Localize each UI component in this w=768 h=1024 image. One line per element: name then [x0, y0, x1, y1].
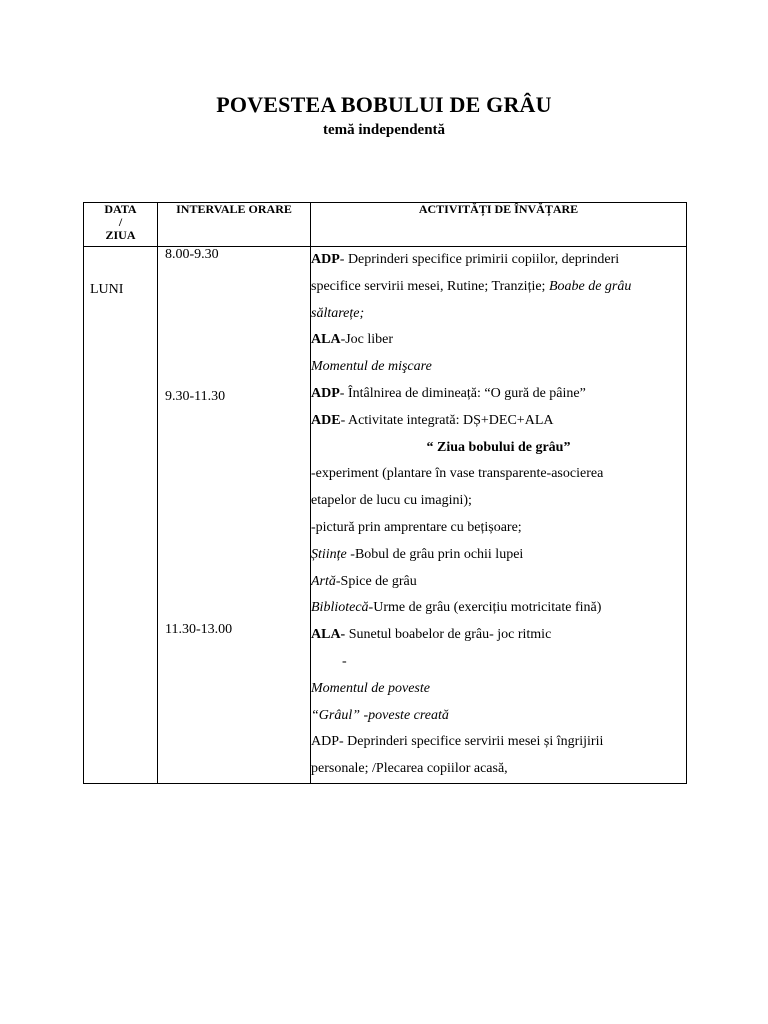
- header-ziua-label: ZIUA: [105, 228, 136, 242]
- activity-line: ADP- Deprinderi specifice primirii copiilor, deprinderi: [311, 252, 620, 267]
- activity-line: ALA- Sunetul boabelor de grâu- joc ritmic: [311, 627, 552, 643]
- activity-line: -: [342, 653, 347, 669]
- schedule-table: [83, 202, 687, 784]
- header-intervale-orare: INTERVALE ORARE: [158, 203, 311, 247]
- activities-cell: [311, 247, 687, 784]
- time-slot-3: 11.30-13.00: [165, 622, 233, 637]
- activity-line: -experiment (plantare în vase transparente-asocierea: [311, 466, 604, 482]
- day-label: LUNI: [90, 282, 124, 297]
- activity-line: Bibliotecă-Urme de grâu (exercițiu motricitate fină): [311, 600, 602, 616]
- activity-line: săltarețe;: [311, 305, 365, 321]
- activity-line: specifice servirii mesei, Rutine; Tranziție; Boabe de grâu: [311, 278, 632, 294]
- activity-theme-title: “ Ziua bobului de grâu”: [426, 439, 571, 455]
- activity-line: personale; /Plecarea copiilor acasă,: [311, 761, 508, 777]
- header-activitati: ACTIVITĂȚI DE ÎNVĂȚARE: [311, 203, 687, 247]
- activity-line: ADP- Întâlnirea de dimineață: “O gură de pâine”: [311, 385, 586, 401]
- header-data-label: DATA: [104, 202, 137, 216]
- times-cell: [158, 247, 311, 784]
- header-slash-label: /: [118, 215, 123, 229]
- activity-line: -pictură prin amprentare cu bețișoare;: [311, 519, 522, 535]
- page-title: POVESTEA BOBULUI DE GRÂU: [216, 92, 552, 117]
- time-slot-2: 9.30-11.30: [165, 389, 226, 404]
- table-row: [84, 247, 687, 784]
- activity-line: Momentul de poveste: [311, 680, 430, 696]
- day-cell: [84, 247, 158, 784]
- activity-line: ADP- Deprinderi specifice servirii mesei și îngrijirii: [311, 734, 604, 750]
- table-header-row: [84, 203, 687, 247]
- activity-line: Momentul de mişcare: [311, 359, 432, 375]
- activity-line: ADE- Activitate integrată: DȘ+DEC+ALA: [311, 412, 554, 428]
- header-data-ziua: [84, 203, 158, 247]
- activity-line: Artă-Spice de grâu: [311, 573, 417, 589]
- time-slot-1: 8.00-9.30: [165, 247, 219, 262]
- activity-line: Științe -Bobul de grâu prin ochii lupei: [311, 546, 524, 562]
- activity-line: etapelor de lucu cu imagini);: [311, 493, 472, 509]
- activity-line: ALA-Joc liber: [311, 332, 394, 348]
- page-subtitle: temă independentă: [322, 122, 446, 138]
- activity-line: “Grâul” -poveste creată: [311, 707, 449, 723]
